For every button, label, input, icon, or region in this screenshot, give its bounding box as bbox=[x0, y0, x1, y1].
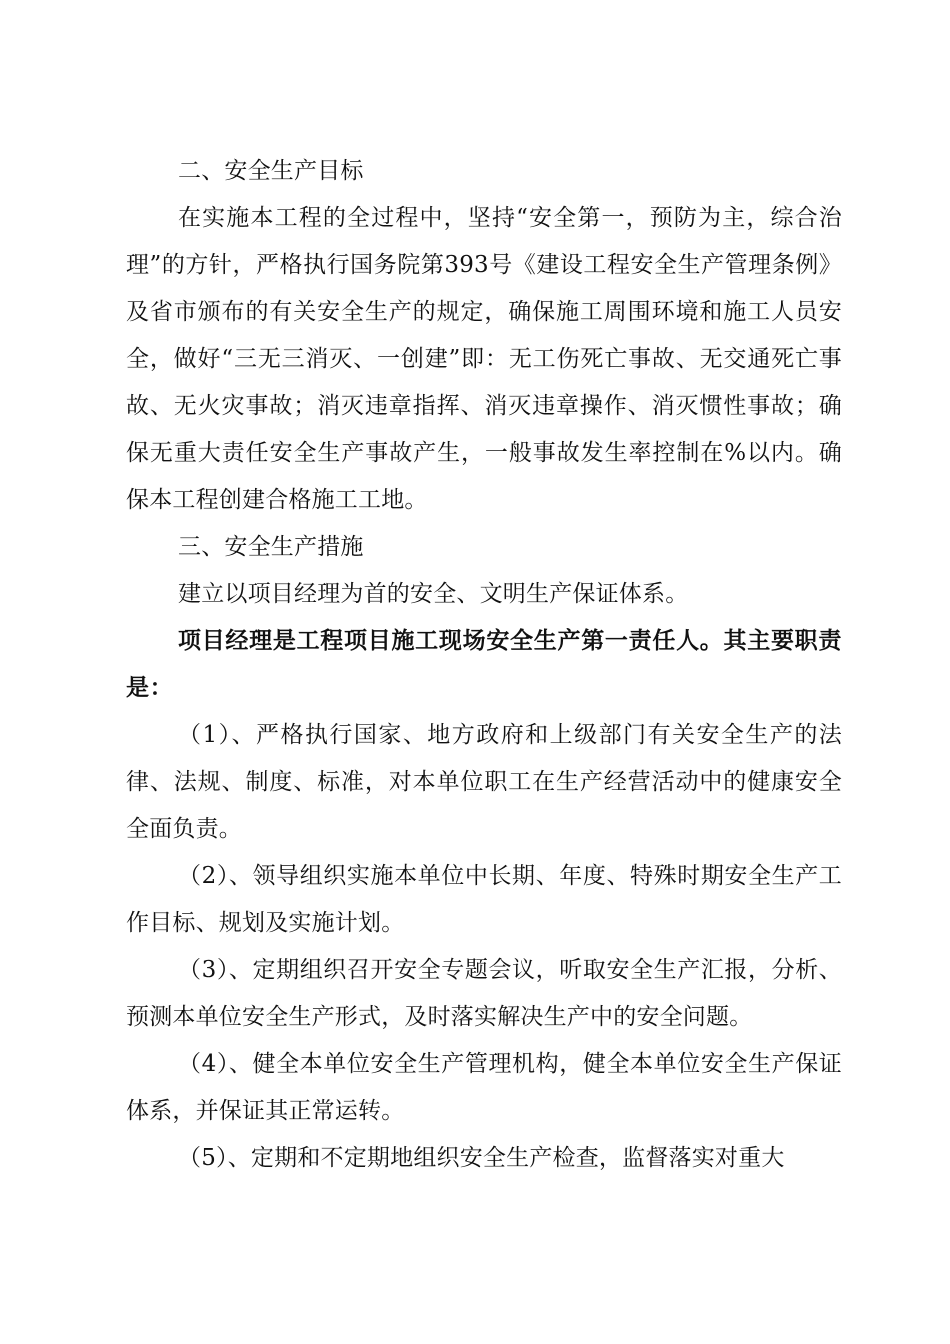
duty-item-5: （5）、定期和不定期地组织安全生产检查，监督落实对重大 bbox=[178, 1145, 785, 1171]
duty-item-1: （1）、严格执行国家、地方政府和上级部门有关安全生产的法律、法规、制度、标准，对本单位职工在生产经营活动中的健康安全全面负责。 bbox=[126, 722, 842, 842]
paragraph-safety-goal: 在实施本工程的全过程中，坚持“安全第一，预防为主，综合治理”的方针，严格执行国务院第393号《建设工程安全生产管理条例》及省市颁布的有关安全生产的规定，确保施工周围环境和施工人员安全，做好“三无三消灭、一创建”即：无工伤死亡事故、无交通死亡事故、无火灾事故；消灭违章指挥、消灭违章操作、消灭惯性事故；确保无重大责任安全生产事故产生，一般事故发生率控制在%以内。确保本工程创建合格施工工地。 bbox=[126, 205, 842, 513]
section-heading-safety-goal: 二、安全生产目标 bbox=[178, 158, 364, 184]
paragraph-manager-duty: 项目经理是工程项目施工现场安全生产第一责任人。其主要职责是： bbox=[126, 628, 842, 701]
section-heading-safety-measures: 三、安全生产措施 bbox=[178, 534, 364, 560]
duty-item-2: （2）、领导组织实施本单位中长期、年度、特殊时期安全生产工作目标、规划及实施计划。 bbox=[126, 863, 842, 936]
duty-item-3: （3）、定期组织召开安全专题会议，听取安全生产汇报，分析、预测本单位安全生产形式，及时落实解决生产中的安全问题。 bbox=[126, 957, 842, 1030]
duty-item-4: （4）、健全本单位安全生产管理机构，健全本单位安全生产保证体系，并保证其正常运转。 bbox=[126, 1051, 842, 1124]
paragraph-safety-system: 建立以项目经理为首的安全、文明生产保证体系。 bbox=[178, 581, 689, 607]
document-body bbox=[126, 148, 842, 1182]
